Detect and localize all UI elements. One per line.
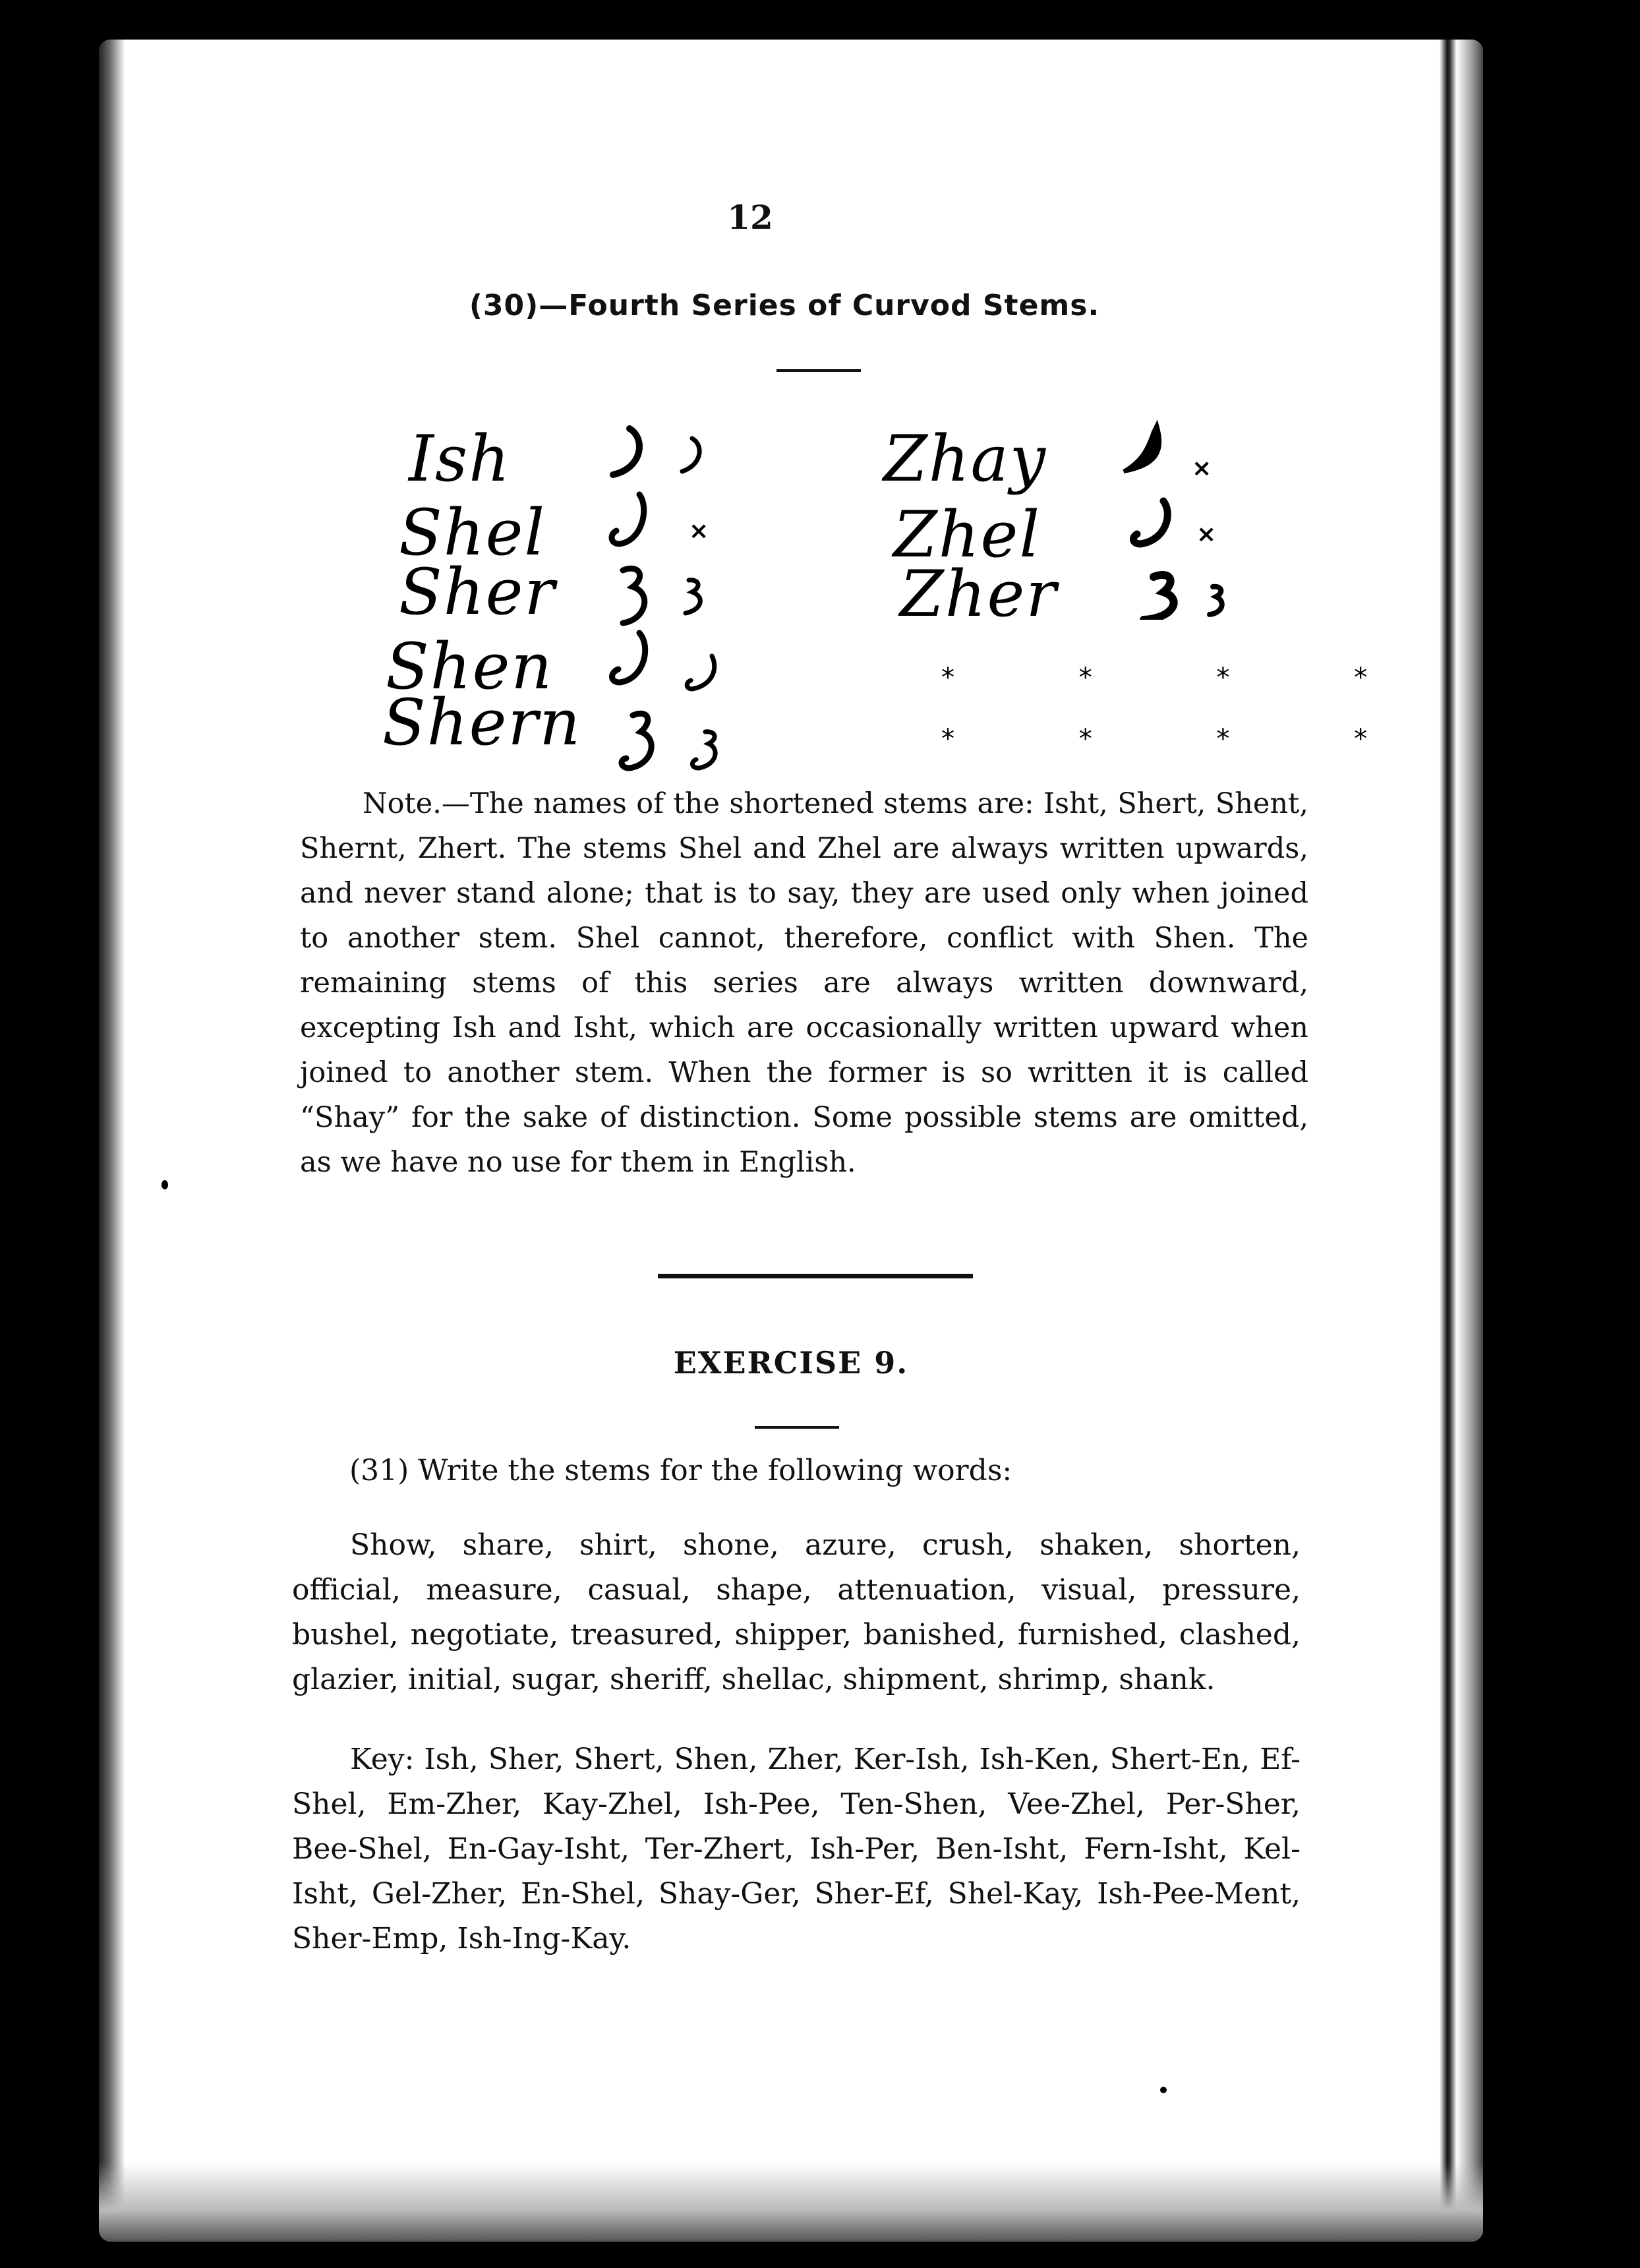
scan-speck <box>1517 1510 1528 1527</box>
scan-speck <box>1160 2087 1167 2093</box>
stem-name-shern: Shern <box>382 686 582 760</box>
heading-rule <box>776 369 861 372</box>
exercise-title: EXERCISE 9. <box>673 1345 909 1381</box>
stem-name-zhay: Zhay <box>883 422 1047 496</box>
ish-symbol-icon <box>613 429 699 475</box>
star-row-1: * * * * <box>941 663 1426 693</box>
note-text: Note.—The names of the shortened stems are: Isht, Shert, Shent, Shernt, Zhert. The stems Shel and Zhel are always written upwards, and never stand alone; that is to say, they are used only when joined to another stem. Shel cannot, therefore, conflict with Shen. The remaining stems of this series are always written downward, excepting Ish and Isht, which are occasionally written upward when joined to another stem. When the former is so written it is called “Shay” for the sake of distinction. Some possible stems are omitted, as we have no use for them in English. <box>300 787 1308 1179</box>
words-text: Show, share, shirt, shone, azure, crush, shaken, shorten, official, measure, casual, shape, attenuation, visual, pressure, bushel, negotiate, treasured, shipper, banished, furnished, clashed, glazier, initial, sugar, sheriff, shellac, shipment, shrimp, shank. <box>292 1528 1301 1696</box>
shern-symbol-icon <box>622 713 715 768</box>
scan-speck <box>1517 752 1528 767</box>
shel-symbol-icon <box>612 494 644 544</box>
exercise-rule <box>755 1426 839 1429</box>
stem-name-ish: Ish <box>409 422 512 496</box>
stem-name-shel: Shel <box>399 496 546 570</box>
page-fold-shadow <box>1440 40 1457 2242</box>
zher-symbol-icon <box>1144 575 1222 620</box>
page-left-shadow <box>99 40 125 2242</box>
star-row-2: * * * * <box>941 724 1426 754</box>
shen-symbol-icon <box>612 633 714 689</box>
zhel-mark: × <box>1196 521 1217 548</box>
exercise-words <box>292 1523 1301 1702</box>
sher-symbol-icon <box>623 568 700 623</box>
page-right-edge <box>1457 40 1483 2242</box>
stem-symbols-left <box>593 409 765 778</box>
zhel-symbol-icon <box>1133 501 1167 544</box>
page-number: 12 <box>727 198 773 237</box>
zhay-symbol-icon <box>1124 425 1159 471</box>
section-divider <box>658 1274 973 1278</box>
stem-name-zher: Zher <box>900 557 1058 631</box>
exercise-key <box>292 1737 1301 1961</box>
scan-speck <box>161 1180 168 1189</box>
page-bottom-shade <box>99 2163 1483 2242</box>
stem-name-sher: Sher <box>399 555 556 629</box>
note-paragraph <box>300 781 1308 1185</box>
exercise-instruction: (31) Write the stems for the following words: <box>349 1454 1012 1487</box>
section-heading: (30)—Fourth Series of Curvod Stems. <box>469 289 1100 322</box>
shel-mark: × <box>689 518 709 545</box>
scan-speck <box>18 198 33 215</box>
stem-name-shen: Shen <box>386 630 554 703</box>
zhay-mark: × <box>1192 455 1212 482</box>
key-text: Key: Ish, Sher, Shert, Shen, Zher, Ker-Ish, Ish-Ken, Shert-En, Ef-Shel, Em-Zher, Kay-Zhel, Ish-Pee, Ten-Shen, Vee-Zhel, Per-Sher, Bee-Shel, En-Gay-Isht, Ter-Zhert, Ish-Per, Ben-Isht, Fern-Isht, Kel-Isht, Gel-Zher, En-Shel, Shay-Ger, Sher-Ef, Shel-Kay, Ish-Pee-Ment, Sher-Emp, Ish-Ing-Kay. <box>292 1743 1301 1955</box>
stem-name-zhel: Zhel <box>893 498 1041 572</box>
stem-symbols-right <box>1107 409 1252 620</box>
